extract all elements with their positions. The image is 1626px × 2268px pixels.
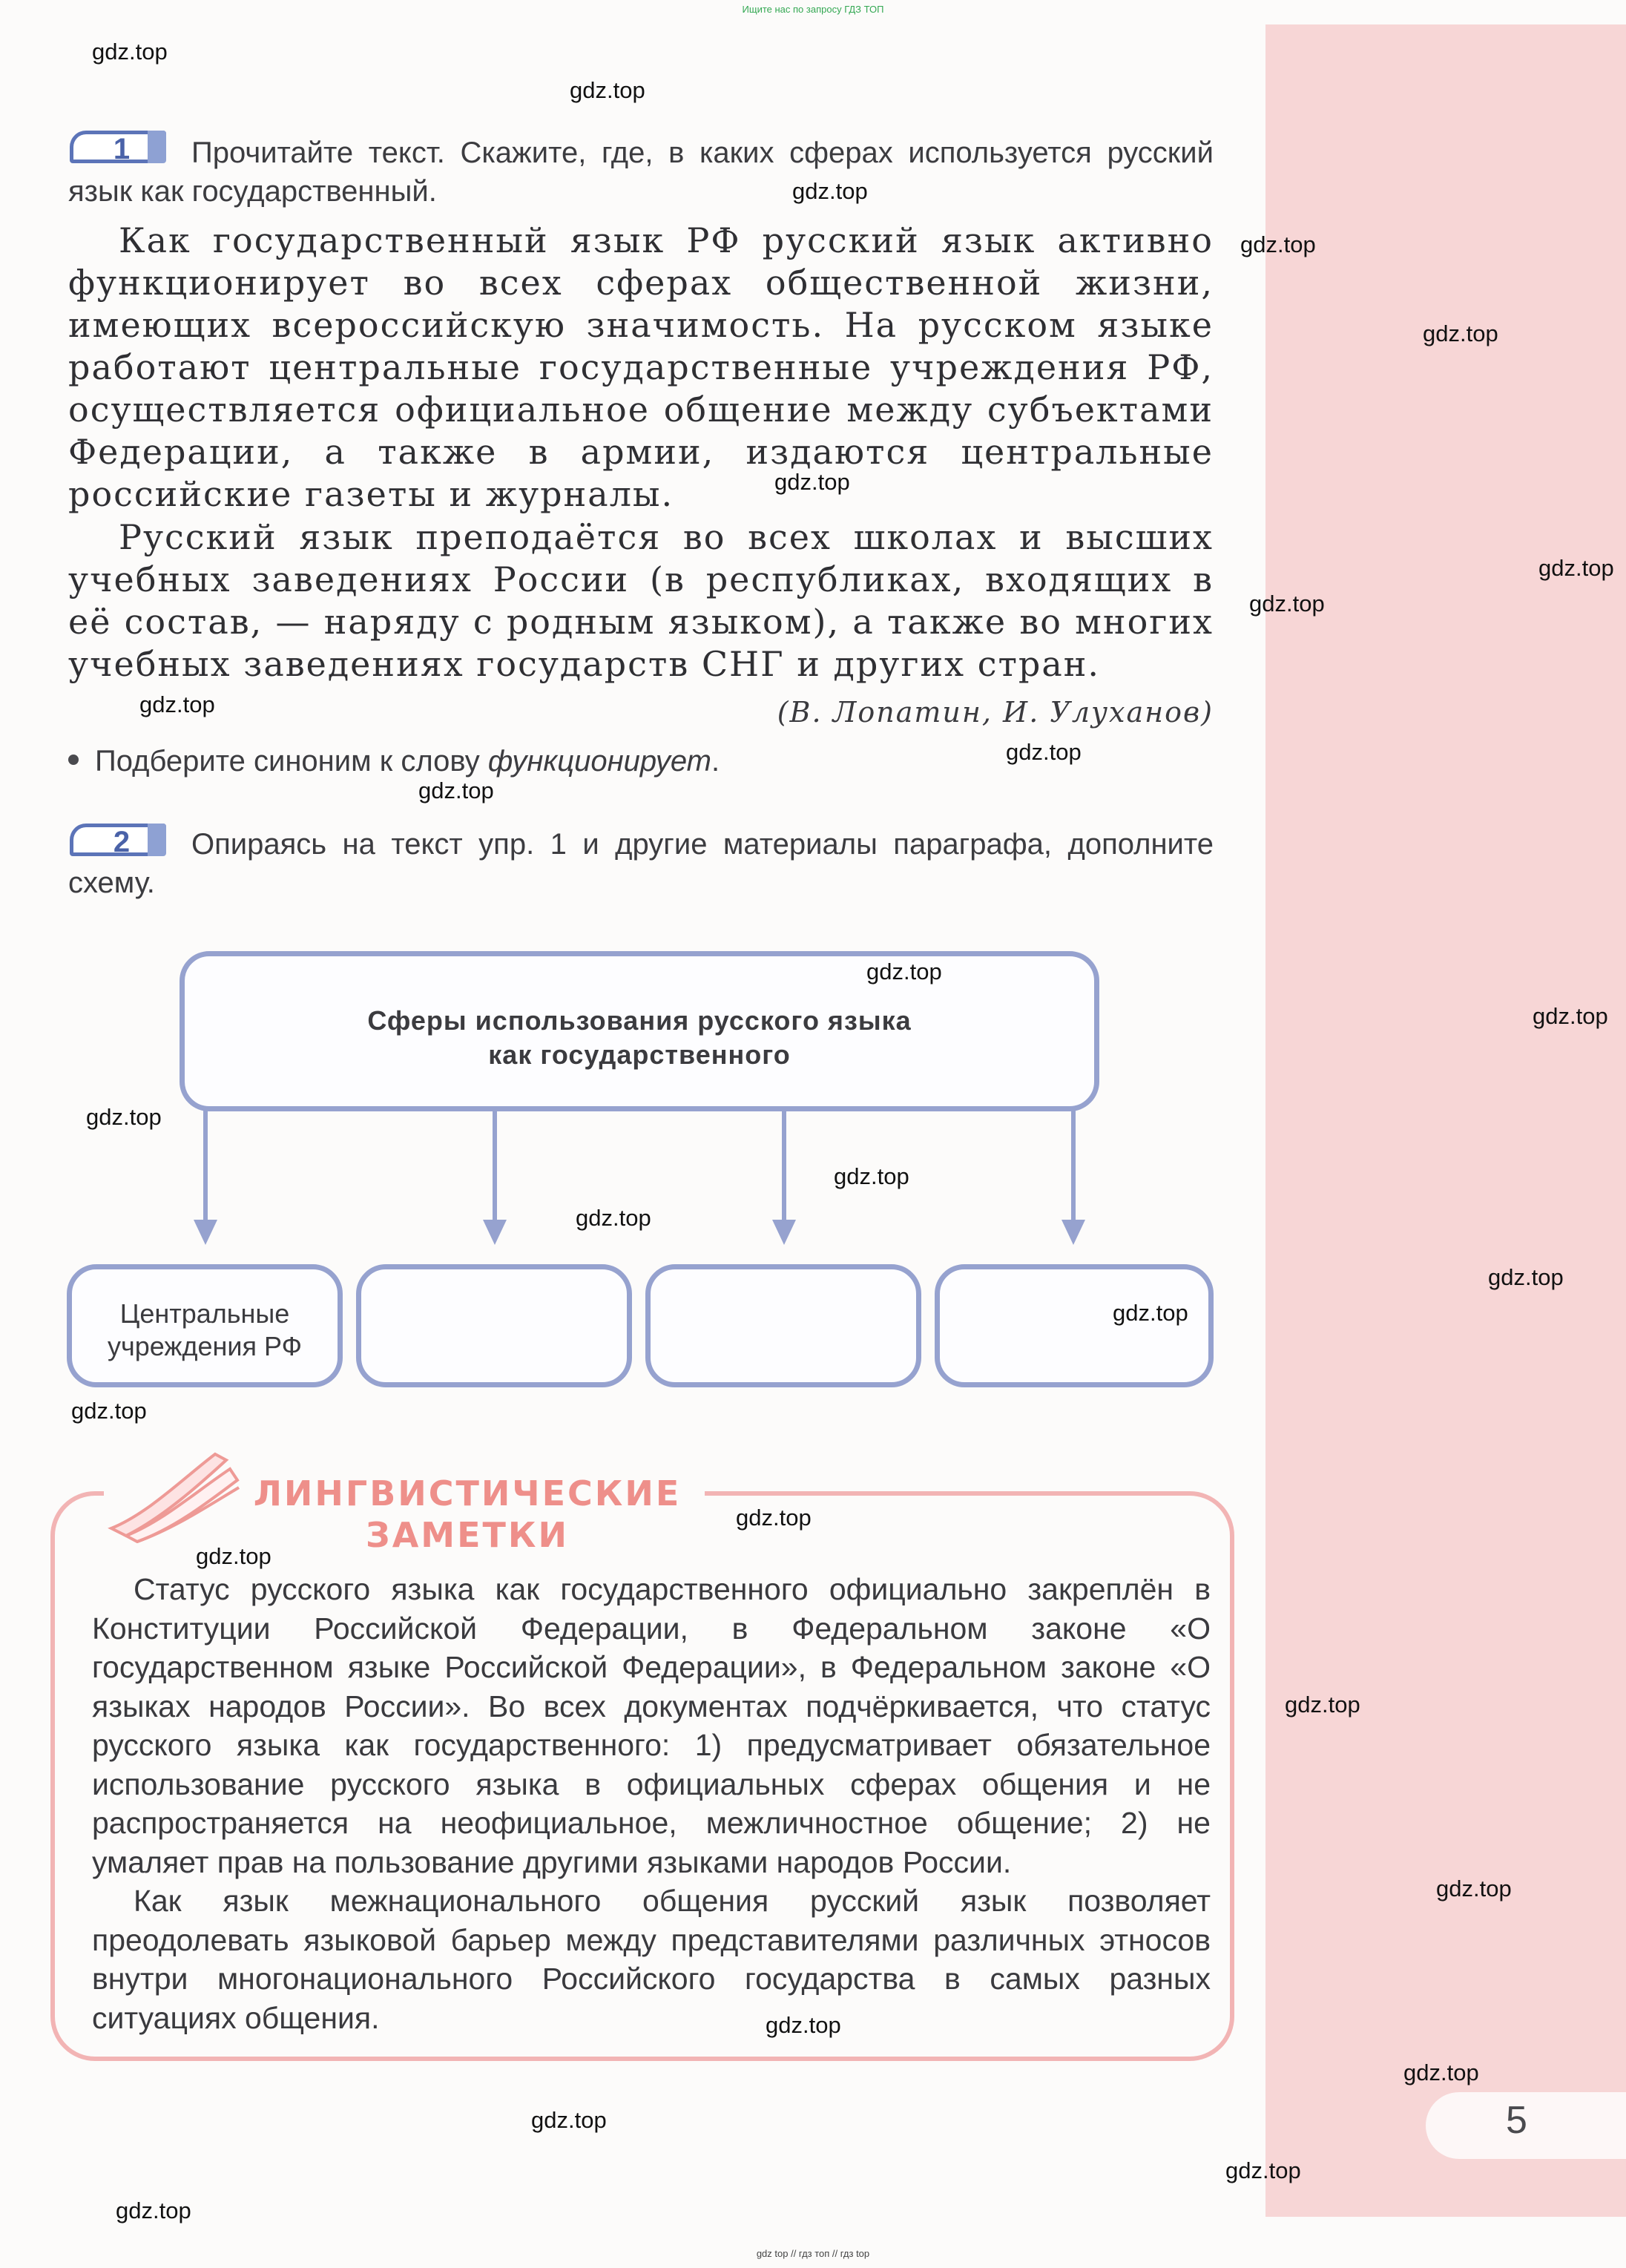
open-book-icon (104, 1447, 245, 1543)
diagram-root-line-2: как государственного (488, 1039, 791, 1070)
task-1-paragraph-1 (68, 220, 1214, 516)
task-2-instruction-text: Опираясь на текст упр. 1 и другие материалы параграфа, дополните схему. (68, 828, 1214, 899)
footer-note: gdz top // гдз топ // гдз top (756, 2248, 870, 2259)
watermark: gdz.top (1285, 1692, 1360, 1718)
notes-heading-line-2: ЗАМЕТКИ (366, 1515, 569, 1555)
watermark: gdz.top (86, 1104, 162, 1130)
watermark: gdz.top (866, 959, 942, 985)
task-2-instruction (68, 825, 1214, 902)
diagram-connector (782, 1108, 786, 1224)
diagram-arrow-down-icon (1061, 1220, 1085, 1245)
diagram-child-label-1 (72, 1298, 338, 1363)
diagram-child-box-3 (645, 1264, 921, 1387)
task-1-paragraph-1-text: Как государственный язык РФ русский язык активно функционирует во всех сферах общественной жизни, имеющих всероссийскую значимость. На русском языке работают центральные государственные учреждения РФ, осуществляется официальное общение между субъектами Федерации, а также в армии, издаются центральные российские газеты и журналы. (68, 220, 1214, 514)
diagram-child-1-line-2: учреждения РФ (108, 1331, 302, 1361)
watermark: gdz.top (1436, 1876, 1512, 1901)
watermark: gdz.top (196, 1543, 271, 1569)
watermark: gdz.top (1488, 1264, 1564, 1290)
watermark: gdz.top (570, 77, 645, 103)
watermark: gdz.top (834, 1163, 909, 1189)
notes-heading (245, 1473, 690, 1556)
watermark: gdz.top (1113, 1300, 1188, 1326)
watermark: gdz.top (418, 778, 494, 803)
diagram-arrow-down-icon (194, 1220, 217, 1245)
task-1-bullet (68, 742, 1107, 780)
watermark: gdz.top (139, 691, 215, 717)
task-1-number: 1 (113, 133, 131, 165)
diagram-child-box-2 (356, 1264, 632, 1387)
watermark: gdz.top (1533, 1003, 1608, 1029)
watermark: gdz.top (116, 2198, 191, 2223)
notes-paragraph-1: Статус русского языка как государственного официально закреплён в Конституции Российской Федерации, в Федеральном законе «О государственном языке Российской Федерации», в Федеральном законе «О языках народов России». Во всех документах подчёркивается, что статус русского языка как государственного: 1) предусматривает обязательное использование русского языка в официальных сферах общения и не распространяется на неофициальное, межличностное общение; 2) не умаляет прав на пользование другими языками народов России. (92, 1572, 1211, 1879)
task-1-paragraph-2 (68, 516, 1214, 686)
watermark: gdz.top (1249, 591, 1325, 617)
task-1-instruction (68, 134, 1214, 211)
watermark: gdz.top (792, 178, 868, 204)
diagram-root-line-1: Сферы использования русского языка (367, 1005, 912, 1036)
watermark: gdz.top (1225, 2157, 1301, 2183)
watermark: gdz.top (531, 2107, 607, 2133)
diagram-connector (1071, 1108, 1076, 1224)
diagram-connector (493, 1108, 497, 1224)
bullet-prefix: Подберите синоним к слову (95, 745, 488, 778)
task-1-paragraph-2-text: Русский язык преподаётся во всех школах и высших учебных заведениях России (в республиках, входящих в её состав, — наряду с родным языком), а также во многих учебных заведениях государств СНГ и других стран. (68, 517, 1214, 684)
page-number: 5 (1506, 2099, 1527, 2142)
watermark: gdz.top (766, 2012, 841, 2038)
diagram-connector (203, 1108, 208, 1224)
task-1-attribution: (В. Лопатин, И. Улуханов) (777, 696, 1214, 729)
watermark: gdz.top (1403, 2060, 1479, 2085)
watermark: gdz.top (92, 39, 168, 65)
watermark: gdz.top (774, 469, 850, 495)
bullet-suffix: . (711, 745, 720, 778)
diagram-root-box (180, 951, 1099, 1111)
watermark: gdz.top (1423, 321, 1498, 346)
notes-text (92, 1570, 1211, 2037)
diagram-child-1-line-1: Центральные (119, 1298, 290, 1329)
task-2-number: 2 (113, 826, 131, 858)
watermark: gdz.top (576, 1205, 651, 1231)
bullet-word: функционирует (487, 745, 711, 778)
watermark: gdz.top (1240, 231, 1316, 257)
notes-paragraph-2: Как язык межнационального общения русский язык позволяет преодолевать языковой барьер между представителями различных этносов внутри многонационального Российского государства в самых разных ситуациях общения. (92, 1884, 1211, 2035)
task-1-instruction-text: Прочитайте текст. Скажите, где, в каких сферах используется русский язык как государственный. (68, 137, 1214, 208)
notes-heading-line-1: ЛИНГВИСТИЧЕСКИЕ (253, 1473, 682, 1513)
diagram-child-box-1 (67, 1264, 343, 1387)
header-note: Ищите нас по запросу ГДЗ ТОП (742, 4, 884, 15)
watermark: gdz.top (1538, 555, 1614, 581)
watermark: gdz.top (736, 1505, 812, 1531)
diagram-root-label (185, 1004, 1094, 1072)
diagram-arrow-down-icon (772, 1220, 796, 1245)
bullet-dot-icon (68, 755, 79, 765)
watermark: gdz.top (1006, 739, 1082, 765)
watermark: gdz.top (71, 1398, 147, 1424)
diagram-arrow-down-icon (483, 1220, 507, 1245)
